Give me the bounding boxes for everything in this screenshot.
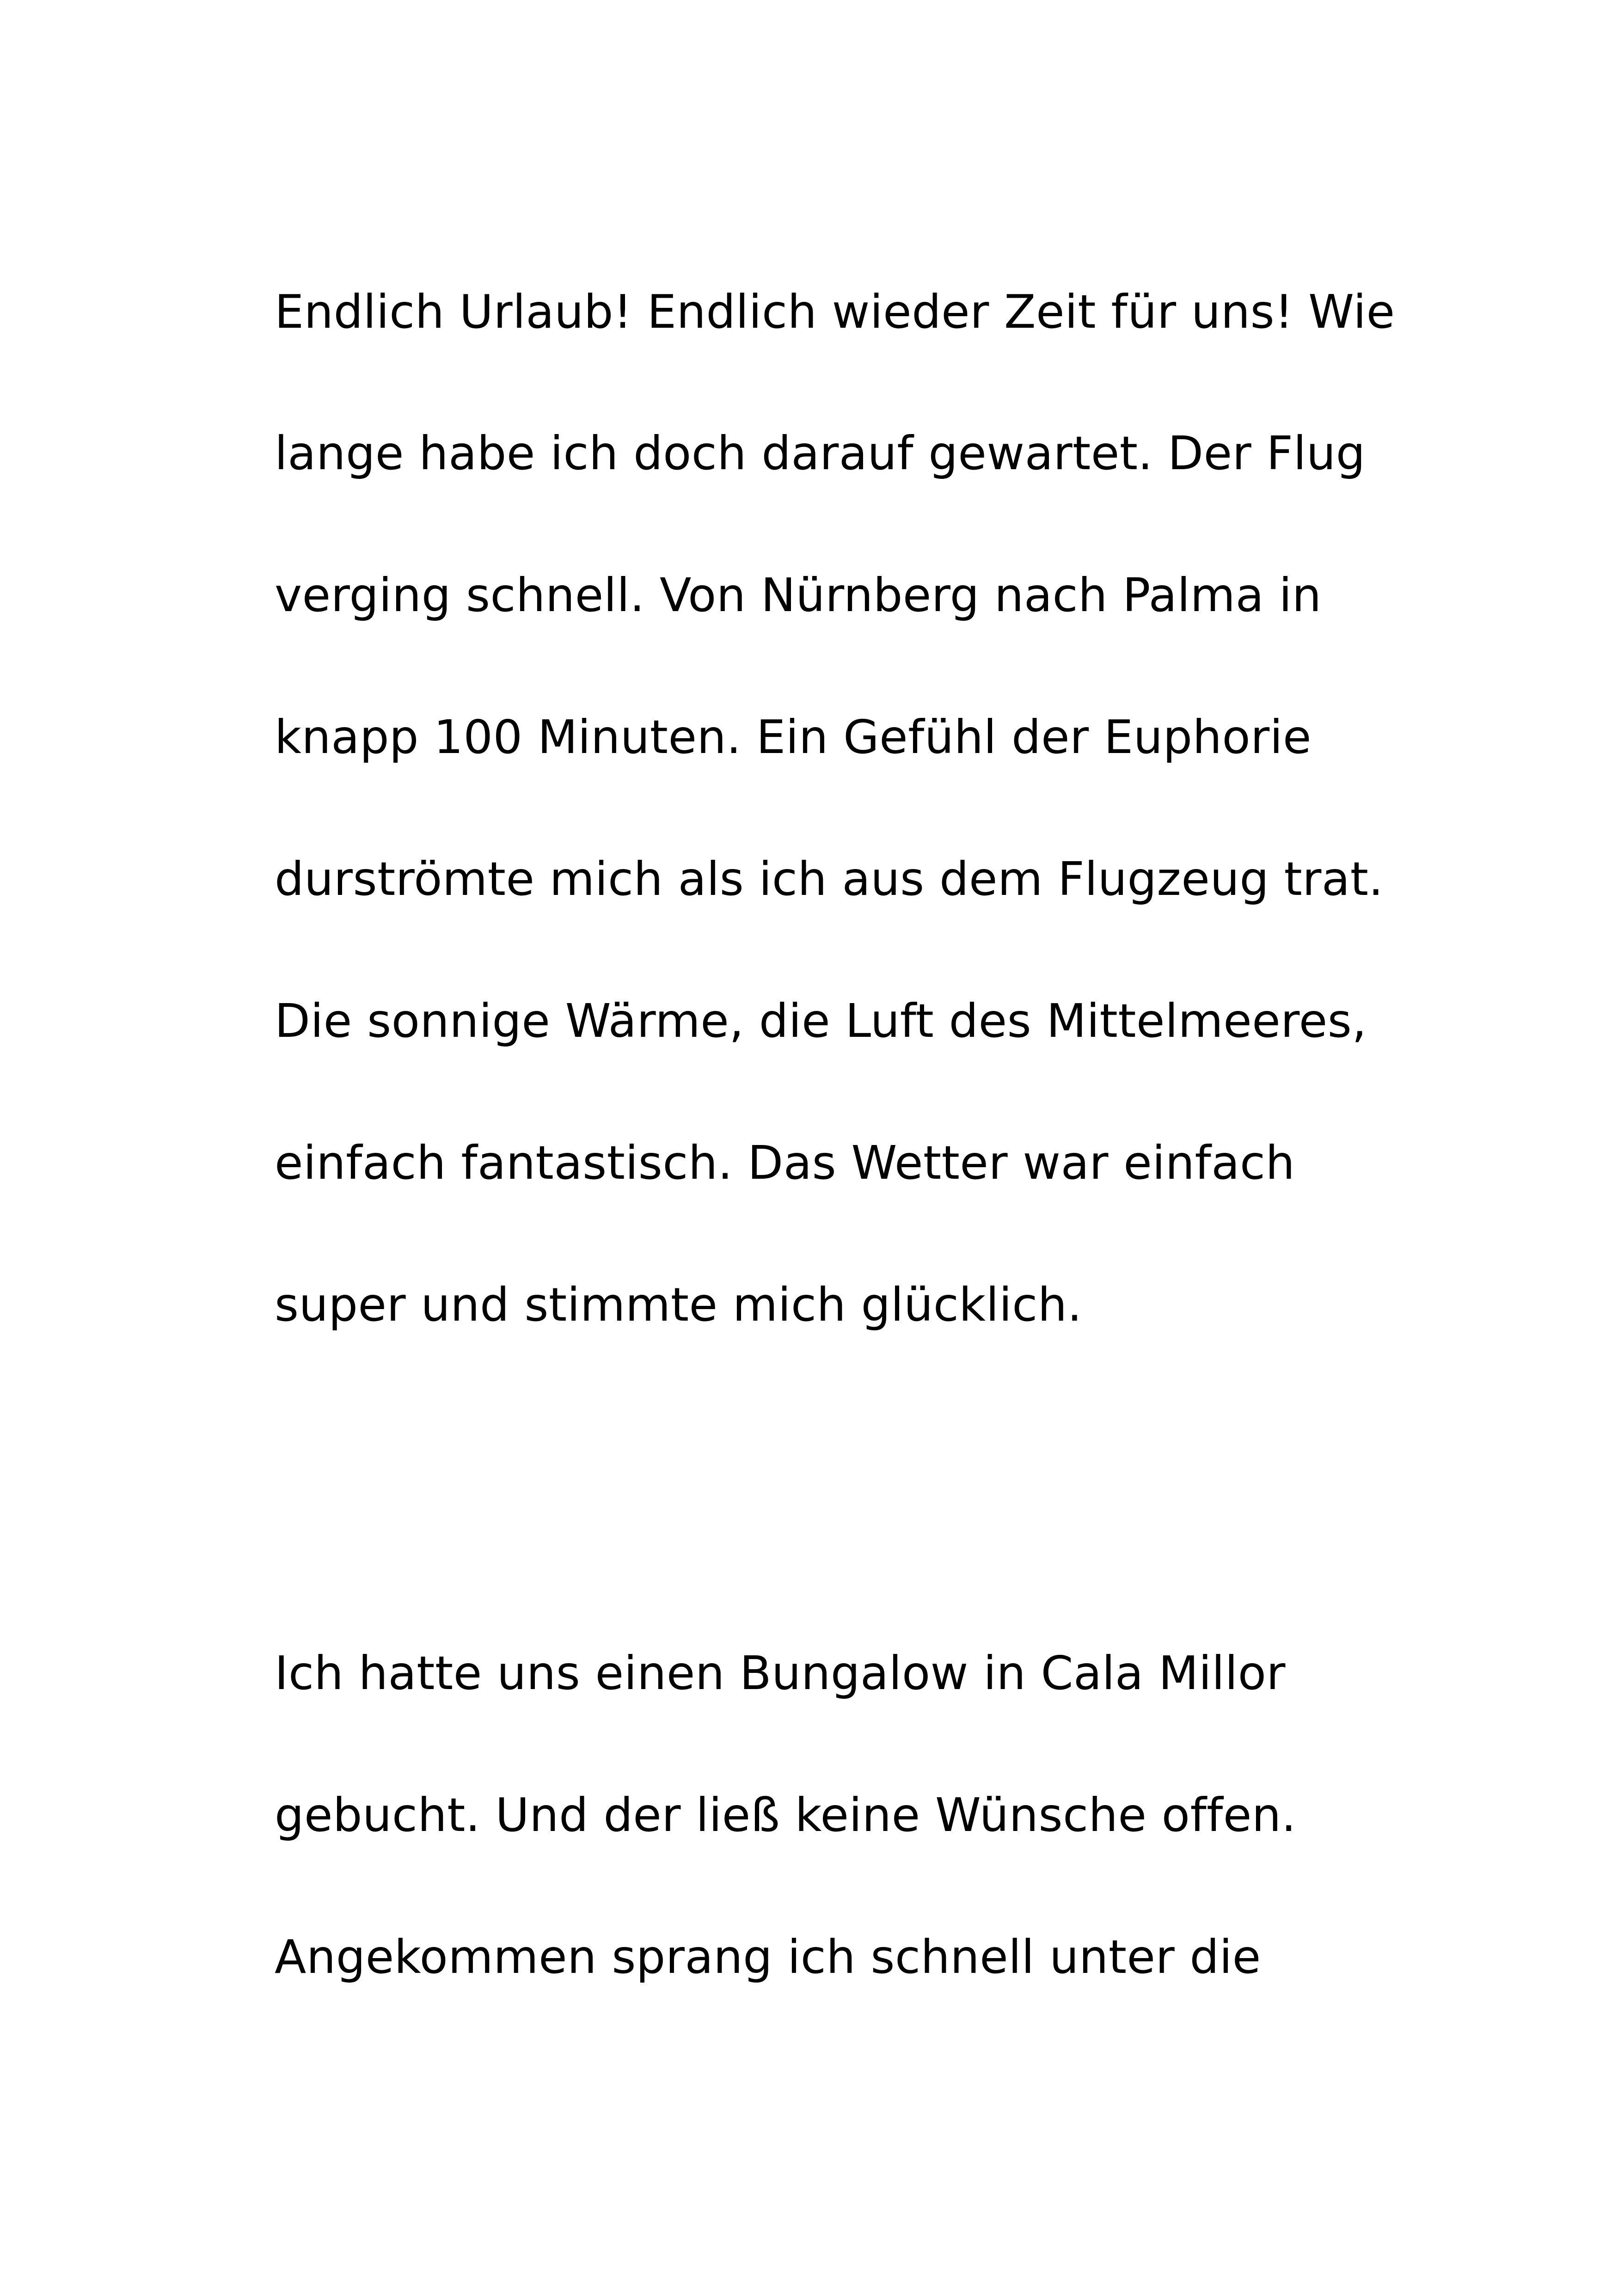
text-line: lange habe ich doch darauf gewartet. Der Flug <box>275 426 1366 480</box>
text-line: verging schnell. Von Nürnberg nach Palma in <box>275 568 1322 622</box>
text-line: einfach fantastisch. Das Wetter war einfach <box>275 1136 1295 1190</box>
text-line: Angekommen sprang ich schnell unter die <box>275 1930 1261 1984</box>
text-line: Endlich Urlaub! Endlich wieder Zeit für uns! Wie <box>275 285 1395 339</box>
text-line: gebucht. Und der ließ keine Wünsche offen. <box>275 1788 1297 1842</box>
text-line: durströmte mich als ich aus dem Flugzeug trat. <box>275 852 1384 906</box>
text-line: Die sonnige Wärme, die Luft des Mittelmeeres, <box>275 994 1367 1048</box>
text-line: knapp 100 Minuten. Ein Gefühl der Euphorie <box>275 710 1312 764</box>
text-line: super und stimmte mich glücklich. <box>275 1278 1082 1332</box>
text-line: Ich hatte uns einen Bungalow in Cala Millor <box>275 1646 1286 1700</box>
